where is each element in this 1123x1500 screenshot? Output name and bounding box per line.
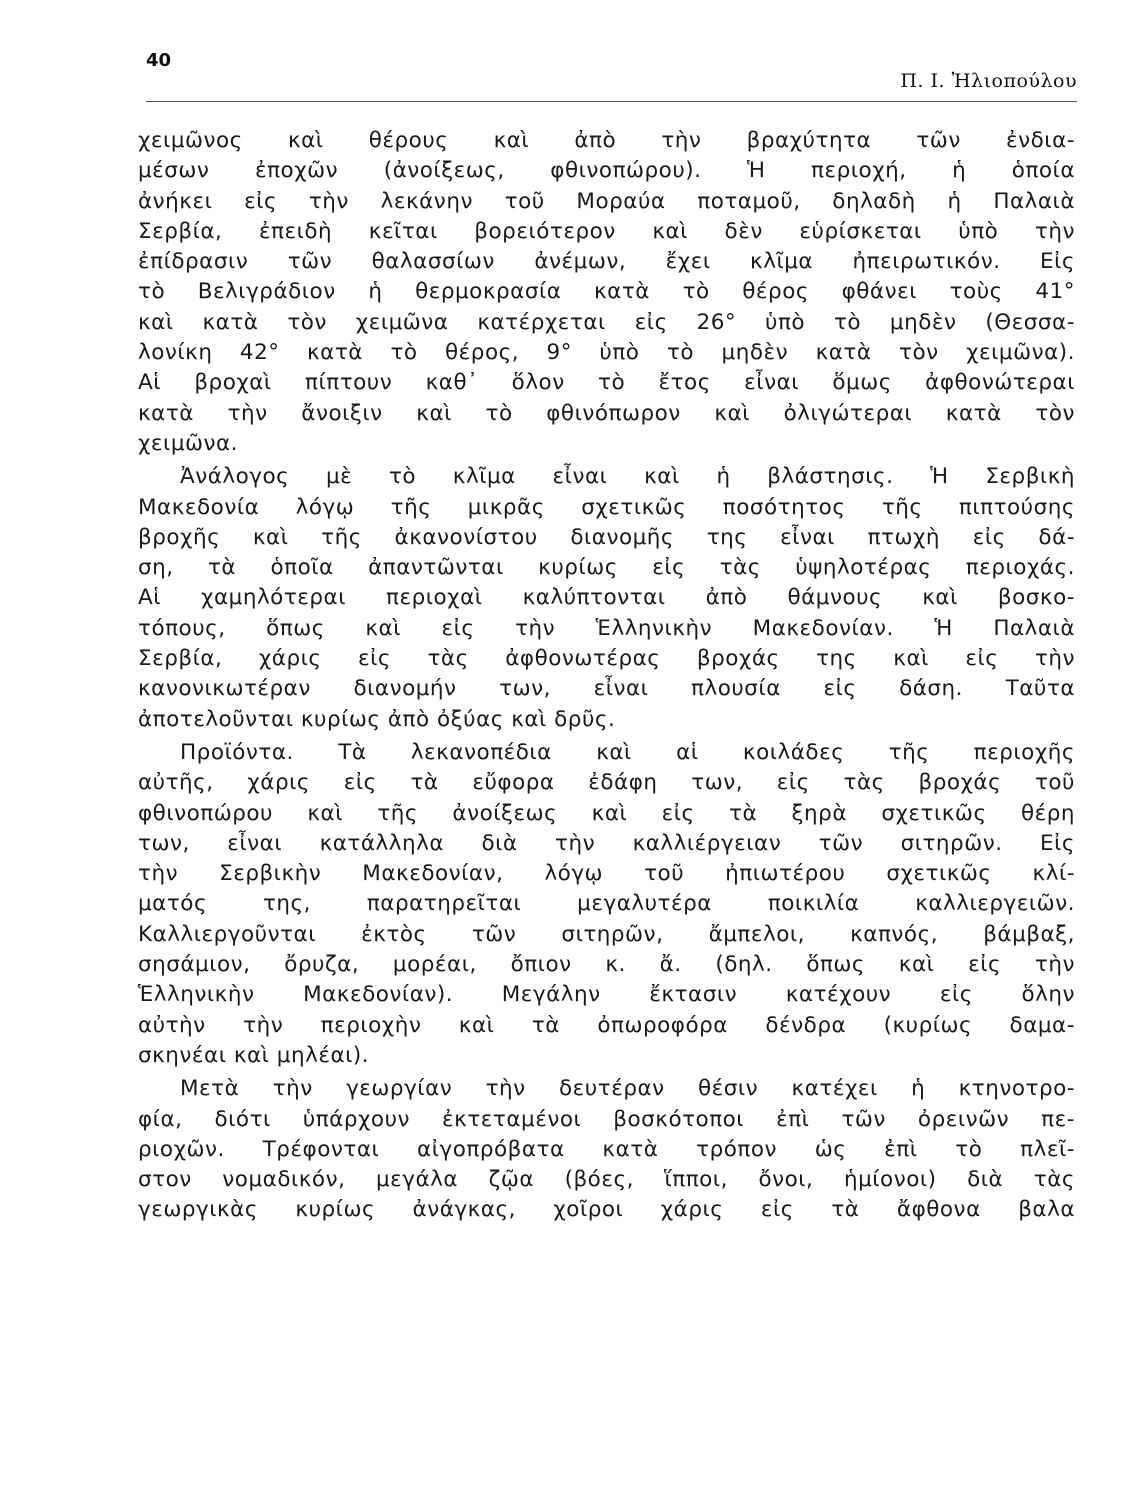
text-line: Ἀνάλογος μὲ τὸ κλῖμα εἶναι καὶ ἡ βλάστησις. Ἡ Σερβικὴ xyxy=(180,464,1075,490)
text-line: τὴν Σερβικὴν Μακεδονίαν, λόγῳ τοῦ ἠπιωτέρου σχετικῶς κλί- xyxy=(138,861,1075,887)
text-line: Αἱ βροχαὶ πίπτουν καθ᾿ ὅλον τὸ ἔτος εἶναι ὅμως ἀφθονώτεραι xyxy=(138,370,1075,396)
text-line: βροχῆς καὶ τῆς ἀκανονίστου διανομῆς της εἶναι πτωχὴ εἰς δά- xyxy=(138,524,1075,550)
text-line: ση, τὰ ὁποῖα ἀπαντῶνται κυρίως εἰς τὰς ὑψηλοτέρας περιοχάς. xyxy=(138,555,1075,581)
paragraph-vegetation xyxy=(138,462,1075,735)
text-line: λονίκη 42° κατὰ τὸ θέρος, 9° ὑπὸ τὸ μηδὲν κατὰ τὸν χειμῶνα). xyxy=(138,340,1075,366)
text-line: κατὰ τὴν ἄνοιξιν καὶ τὸ φθινόπωρον καὶ ὀλιγώτεραι κατὰ τὸν xyxy=(138,400,1075,426)
text-line: ἐπίδρασιν τῶν θαλασσίων ἀνέμων, ἔχει κλῖμα ἠπειρωτικόν. Εἰς xyxy=(138,249,1075,275)
paragraph-products xyxy=(138,738,1075,1071)
text-line: ἀνήκει εἰς τὴν λεκάνην τοῦ Μοραύα ποταμοῦ, δηλαδὴ ἡ Παλαιὰ xyxy=(138,188,1075,214)
text-line: ἀποτελοῦνται κυρίως ἀπὸ ὀξύας καὶ δρῦς. xyxy=(138,706,616,732)
text-line: Καλλιεργοῦνται ἐκτὸς τῶν σιτηρῶν, ἄμπελοι, καπνός, βάμβαξ, xyxy=(138,921,1075,947)
text-line: σκηνέαι καὶ μηλέαι). xyxy=(138,1042,370,1068)
text-line: Σερβία, ἐπειδὴ κεῖται βορειότερον καὶ δὲν εὑρίσκεται ὑπὸ τὴν xyxy=(138,218,1075,244)
paragraph-livestock xyxy=(138,1074,1075,1225)
text-line: κανονικωτέραν διανομήν των, εἶναι πλουσία εἰς δάση. Ταῦτα xyxy=(138,676,1075,702)
text-line: των, εἶναι κατάλληλα διὰ τὴν καλλιέργειαν τῶν σιτηρῶν. Εἰς xyxy=(138,830,1075,856)
text-line: τὸ Βελιγράδιον ἡ θερμοκρασία κατὰ τὸ θέρος φθάνει τοὺς 41° xyxy=(138,279,1075,305)
body-text xyxy=(138,126,1075,1226)
text-line: αὐτῆς, χάρις εἰς τὰ εὔφορα ἐδάφη των, εἰς τὰς βροχάς τοῦ xyxy=(138,770,1075,796)
text-line: γεωργικὰς κυρίως ἀνάγκας, χοῖροι χάρις εἰς τὰ ἄφθονα βαλα xyxy=(138,1197,1075,1223)
text-line: σησάμιον, ὄρυζα, μορέαι, ὄπιον κ. ἄ. (δηλ. ὅπως καὶ εἰς τὴν xyxy=(138,952,1075,978)
text-line: φία, διότι ὑπάρχουν ἐκτεταμένοι βοσκότοποι ἐπὶ τῶν ὀρεινῶν πε- xyxy=(138,1106,1075,1132)
text-line: Σερβία, χάρις εἰς τὰς ἀφθονωτέρας βροχάς της καὶ εἰς τὴν xyxy=(138,646,1075,672)
text-line: Προϊόντα. Τὰ λεκανοπέδια καὶ αἱ κοιλάδες τῆς περιοχῆς xyxy=(180,739,1075,765)
paragraph-climate xyxy=(138,126,1075,459)
text-line: χειμῶνος καὶ θέρους καὶ ἀπὸ τὴν βραχύτητα τῶν ἐνδια- xyxy=(138,128,1075,153)
running-title: Π. Ι. Ἠλιοπούλου xyxy=(900,70,1077,92)
text-line: χειμῶνα. xyxy=(138,430,239,456)
text-line: αὐτὴν τὴν περιοχὴν καὶ τὰ ὀπωροφόρα δένδρα (κυρίως δαμα- xyxy=(138,1012,1075,1038)
text-line: στον νομαδικόν, μεγάλα ζῷα (βόες, ἵπποι, ὄνοι, ἡμίονοι) διὰ τὰς xyxy=(138,1167,1075,1193)
text-line: φθινοπώρου καὶ τῆς ἀνοίξεως καὶ εἰς τὰ ξηρὰ σχετικῶς θέρη xyxy=(138,800,1075,826)
page-number: 40 xyxy=(146,50,172,71)
text-line: τόπους, ὅπως καὶ εἰς τὴν Ἑλληνικὴν Μακεδονίαν. Ἡ Παλαιὰ xyxy=(138,615,1075,641)
text-line: μέσων ἐποχῶν (ἀνοίξεως, φθινοπώρου). Ἡ περιοχή, ἡ ὁποία xyxy=(138,158,1075,184)
text-line: Αἱ χαμηλότεραι περιοχαὶ καλύπτονται ἀπὸ θάμνους καὶ βοσκο- xyxy=(138,585,1075,611)
text-line: ματός της, παρατηρεῖται μεγαλυτέρα ποικιλία καλλιεργειῶν. xyxy=(138,891,1075,917)
text-line: Μακεδονία λόγῳ τῆς μικρᾶς σχετικῶς ποσότητος τῆς πιπτούσης xyxy=(138,494,1075,520)
text-line: Μετὰ τὴν γεωργίαν τὴν δευτέραν θέσιν κατέχει ἡ κτηνοτρο- xyxy=(180,1076,1075,1102)
text-line: ριοχῶν. Τρέφονται αἰγοπρόβατα κατὰ τρόπον ὡς ἐπὶ τὸ πλεῖ- xyxy=(138,1136,1075,1162)
text-line: Ἑλληνικὴν Μακεδονίαν). Μεγάλην ἔκτασιν κατέχουν εἰς ὅλην xyxy=(138,982,1075,1008)
header-rule xyxy=(146,101,1077,102)
text-line: καὶ κατὰ τὸν χειμῶνα κατέρχεται εἰς 26° ὑπὸ τὸ μηδὲν (Θεσσα- xyxy=(138,309,1075,335)
